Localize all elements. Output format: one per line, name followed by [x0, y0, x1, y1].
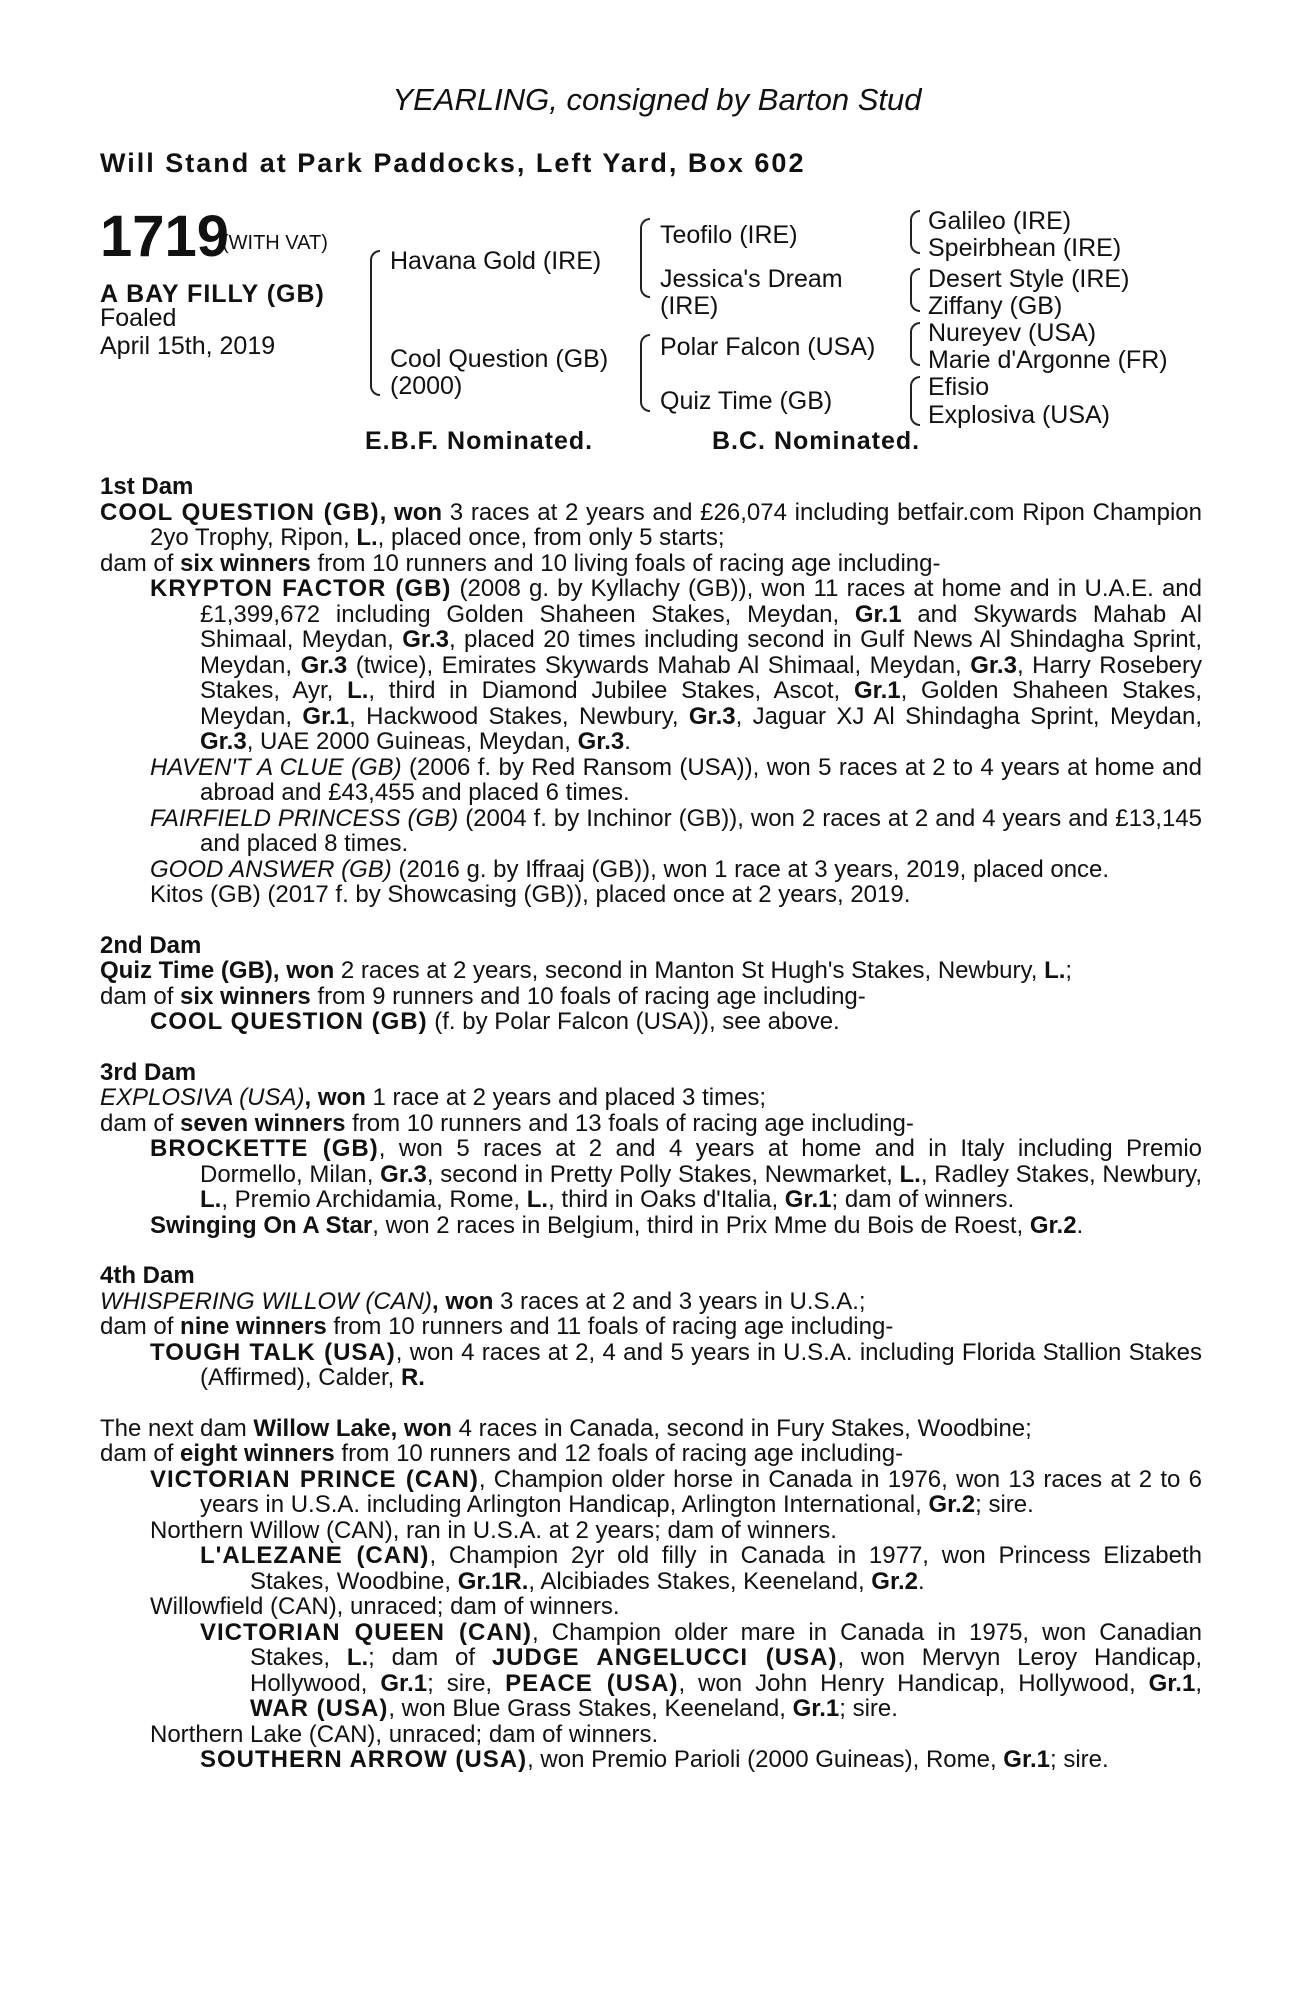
produce-brockette: BROCKETTE (GB), won 5 races at 2 and 4 years at home and in Italy including Premio Dormello, Milan, Gr.3, second in Pretty Polly Stakes, Newmarket, L., Radley Stakes, Newbury, L., Premio Archidamia, Rome, L., third in Oaks d'Italia, Gr.1; dam of winners.	[150, 1135, 1203, 1213]
foaled-date: April 15th, 2019	[100, 332, 276, 360]
third-dam-record: EXPLOSIVA (USA), won 1 race at 2 years and placed 3 times;	[100, 1084, 767, 1111]
first-dam-produce-summary: dam of six winners from 10 runners and 10 living foals of racing age including-	[100, 549, 941, 577]
pedigree-g3-4: Ziffany (GB)	[928, 292, 1063, 320]
second-dam-name: Quiz Time (GB)	[100, 957, 273, 984]
pedigree-sire-dam: Jessica's Dream	[660, 265, 843, 293]
next-dam-produce-summary: dam of eight winners from 10 runners and 12 foals of racing age including-	[100, 1440, 904, 1467]
produce-southern-arrow: SOUTHERN ARROW (USA), won Premio Parioli (2000 Guineas), Rome, Gr.1; sire.	[200, 1746, 1109, 1773]
third-dam-name: EXPLOSIVA (USA)	[100, 1084, 305, 1111]
pedigree-g3-7: Efisio	[928, 373, 990, 401]
foaled-label: Foaled	[100, 304, 177, 332]
produce-fairfield-princess: FAIRFIELD PRINCESS (GB) (2004 f. by Inchinor (GB)), won 2 races at 2 and 4 years and £13,145 and placed 8 times.	[150, 804, 1202, 857]
produce-northern-lake: Northern Lake (CAN), unraced; dam of winners.	[150, 1720, 659, 1748]
pedigree-brace-3	[640, 334, 650, 412]
vat-note: (WITH VAT)	[222, 232, 328, 254]
pedigree-g3-5: Nureyev (USA)	[928, 319, 1097, 347]
produce-good-answer: GOOD ANSWER (GB) (2016 g. by Iffraaj (GB)), won 1 race at 3 years, 2019, placed once.	[150, 855, 1110, 883]
third-dam-heading: 3rd Dam	[100, 1058, 197, 1086]
pedigree-dam-dam: Quiz Time (GB)	[660, 387, 833, 415]
pedigree-brace-5	[910, 268, 920, 312]
ebf-nominated: E.B.F. Nominated.	[365, 427, 594, 455]
produce-willowfield: Willowfield (CAN), unraced; dam of winners.	[150, 1593, 620, 1620]
second-dam-heading: 2nd Dam	[100, 931, 202, 959]
produce-krypton-factor: KRYPTON FACTOR (GB) (2008 g. by Kyllachy (GB)), won 11 races at home and in U.A.E. and £1,399,672 including Golden Shaheen Stakes, Meydan, Gr.1 and Skywards Mahab Al Shimaal, Meydan, Gr.3, placed 20 times including second in Gulf News Al Shindagha Sprint, Meydan, Gr.3 (twice), Emirates Skywards Mahab Al Shimaal, Meydan, Gr.3, Harry Rosebery Stakes, Ayr, L., third in Diamond Jubilee Stakes, Ascot, Gr.1, Golden Shaheen Stakes, Meydan, Gr.1, Hackwood Stakes, Newbury, Gr.3, Jaguar XJ Al Shindagha Sprint, Meydan, Gr.3, UAE 2000 Guineas, Meydan, Gr.3.	[150, 575, 1203, 755]
pedigree-g3-1: Galileo (IRE)	[928, 207, 1072, 235]
produce-swinging-on-a-star: Swinging On A Star, won 2 races in Belgium, third in Prix Mme du Bois de Roest, Gr.2.	[150, 1211, 1084, 1239]
stand-location: Will Stand at Park Paddocks, Left Yard, Box 602	[100, 148, 806, 178]
pedigree-dam: Cool Question (GB)	[390, 345, 609, 373]
produce-kitos: Kitos (GB) (2017 f. by Showcasing (GB)), placed once at 2 years, 2019.	[150, 881, 911, 908]
produce-cool-question: COOL QUESTION (GB) (f. by Polar Falcon (USA)), see above.	[150, 1008, 840, 1035]
pedigree-dam-sire: Polar Falcon (USA)	[660, 333, 876, 361]
pedigree-g3-8: Explosiva (USA)	[928, 401, 1110, 429]
first-dam-won: won	[394, 498, 443, 526]
pedigree-sire: Havana Gold (IRE)	[390, 247, 602, 275]
produce-tough-talk: TOUGH TALK (USA), won 4 races at 2, 4 and 5 years in U.S.A. including Florida Stallion Stakes (Affirmed), Calder, R.	[150, 1338, 1202, 1391]
pedigree-dam-year: (2000)	[390, 372, 463, 400]
produce-havent-a-clue: HAVEN'T A CLUE (GB) (2006 f. by Red Ransom (USA)), won 5 races at 2 to 4 years at home and abroad and £43,455 and placed 6 times.	[150, 753, 1202, 806]
consignment-line: YEARLING, consigned by Barton Stud	[392, 82, 922, 117]
first-dam-record: COOL QUESTION (GB), won 3 races at 2 years and £26,074 including betfair.com Ripon Champion 2yo Trophy, Ripon, L., placed once, from only 5 starts;	[100, 498, 1203, 551]
first-dam-name: COOL QUESTION (GB)	[100, 498, 380, 526]
pedigree-brace-6	[910, 322, 920, 366]
pedigree-sire-dam-country: (IRE)	[660, 292, 719, 320]
lot-description: A BAY FILLY (GB)	[100, 280, 325, 308]
produce-lalezane: L'ALEZANE (CAN), Champion 2yr old filly in Canada in 1977, won Princess Elizabeth Stakes, Woodbine, Gr.1R., Alcibiades Stakes, Keeneland, Gr.2.	[200, 1542, 1202, 1595]
pedigree-brace-1	[370, 250, 380, 396]
pedigree-brace-4	[910, 210, 920, 254]
next-dam-name: Willow Lake	[253, 1414, 391, 1442]
fourth-dam-record: WHISPERING WILLOW (CAN), won 3 races at 2 and 3 years in U.S.A.;	[100, 1287, 866, 1315]
produce-northern-willow: Northern Willow (CAN), ran in U.S.A. at 2 years; dam of winners.	[150, 1516, 837, 1544]
fourth-dam-name: WHISPERING WILLOW (CAN)	[100, 1287, 433, 1315]
fourth-dam-heading: 4th Dam	[100, 1262, 195, 1289]
pedigree-notes	[100, 474, 1202, 1773]
pedigree-g3-6: Marie d'Argonne (FR)	[928, 346, 1168, 374]
pedigree-brace-7	[910, 376, 920, 426]
third-dam-produce-summary: dam of seven winners from 10 runners and 13 foals of racing age including-	[100, 1109, 914, 1137]
lot-number: 1719	[100, 204, 230, 269]
second-dam-record: Quiz Time (GB), won 2 races at 2 years, second in Manton St Hugh's Stakes, Newbury, L.;	[100, 957, 1073, 984]
produce-victorian-prince: VICTORIAN PRINCE (CAN), Champion older horse in Canada in 1976, won 13 races at 2 to 6 years in U.S.A. including Arlington Handicap, Arlington International, Gr.2; sire.	[150, 1465, 1202, 1518]
bc-nominated: B.C. Nominated.	[712, 427, 921, 455]
next-dam-record: The next dam Willow Lake, won 4 races in Canada, second in Fury Stakes, Woodbine;	[100, 1414, 1032, 1442]
pedigree-g3-2: Speirbhean (IRE)	[928, 234, 1122, 262]
pedigree-sire-sire: Teofilo (IRE)	[660, 221, 798, 249]
pedigree-g3-3: Desert Style (IRE)	[928, 265, 1130, 293]
pedigree-brace-2	[640, 218, 650, 298]
fourth-dam-produce-summary: dam of nine winners from 10 runners and 11 foals of racing age including-	[100, 1313, 894, 1340]
first-dam-heading: 1st Dam	[100, 473, 194, 500]
second-dam-produce-summary: dam of six winners from 9 runners and 10 foals of racing age including-	[100, 982, 866, 1010]
produce-victorian-queen: VICTORIAN QUEEN (CAN), Champion older mare in Canada in 1975, won Canadian Stakes, L.; dam of JUDGE ANGELUCCI (USA), won Mervyn Leroy Handicap, Hollywood, Gr.1; sire, PEACE (USA), won John Henry Handicap, Hollywood, Gr.1, WAR (USA), won Blue Grass Stakes, Keeneland, Gr.1; sire.	[200, 1618, 1203, 1722]
